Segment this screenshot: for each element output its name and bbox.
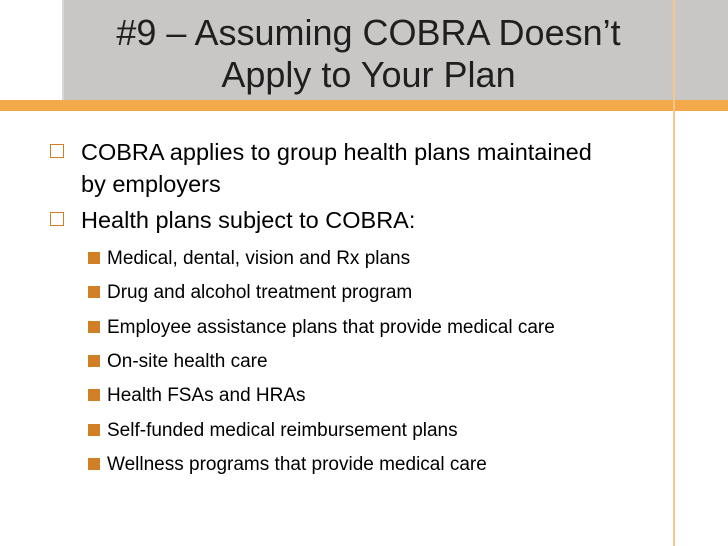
title-line-2: Apply to Your Plan [221,54,516,95]
bullet-text-line-2: by employers [81,171,221,197]
filled-square-bullet-icon [88,286,100,298]
filled-square-bullet-icon [88,424,100,436]
title-line-1: #9 – Assuming COBRA Doesn’t [116,12,621,53]
left-strip [0,0,63,100]
sub-bullet-text: Health FSAs and HRAs [107,385,306,406]
sub-bullet-text: Self-funded medical reimbursement plans [107,420,458,441]
sub-bullet-text: Medical, dental, vision and Rx plans [107,248,411,269]
filled-square-bullet-icon [88,355,100,367]
hollow-square-bullet-icon [50,212,64,226]
accent-bar [0,100,728,111]
bullet-text-line-1: COBRA applies to group health plans maintained [81,139,592,165]
filled-square-bullet-icon [88,321,100,333]
filled-square-bullet-icon [88,389,100,401]
hollow-square-bullet-icon [50,144,64,158]
sub-bullet-text: Employee assistance plans that provide medical care [107,317,555,338]
sub-bullet-text: Drug and alcohol treatment program [107,282,413,303]
filled-square-bullet-icon [88,252,100,264]
bullet-text: Health plans subject to COBRA: [81,207,416,233]
filled-square-bullet-icon [88,458,100,470]
sub-bullet-text: On-site health care [107,351,268,372]
slide-title [64,12,673,96]
sub-bullet-text: Wellness programs that provide medical care [107,454,487,475]
